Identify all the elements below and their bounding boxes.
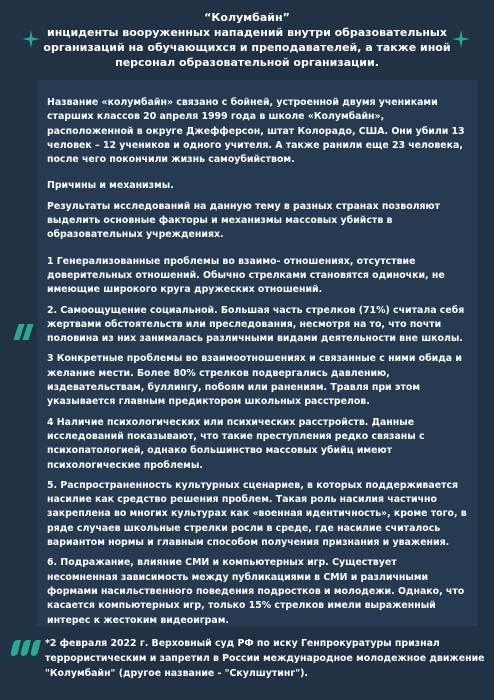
article-body (47, 96, 467, 628)
spacer (47, 167, 467, 179)
paragraph: 3 Конкретные проблемы во взаимоотношениях и связанные с ними обида и желание мести. Более 80% стрелков подвергались давлению, издевательствам, буллингу, побоям или ранениям. Травля при этом указывается главным предиктором школьных расстрелов. (47, 353, 462, 408)
title-line: персонал образовательной организации. (115, 56, 379, 69)
paragraph: 1 Генерализованные проблемы во взаимо- отношениях, отсутствие доверительных отношений. Обычно стрелками становятся одиночки, не имеющие широкого круга дружеских отношений. (47, 255, 445, 296)
title-line: “Колумбайн” (204, 11, 290, 24)
footnote: *2 февраля 2022 г. Верховный суд РФ по иску Генпрокуратуры признал террористическим и запретил в России международное молодежное движение "Колумбайн" (другое название - "Скулшутинг"). (45, 638, 485, 679)
paragraph: 4 Наличие психологических или психических расстройств. Данные исследований показывают, что такие преступления редко связаны с психопатологией, однако большинство массовых убийц имеют психологические проблемы. (47, 416, 425, 471)
paragraph: Название «колумбайн» связано с бойней, устроенной двумя учениками старших классов 20 апреля 1999 года в школе «Колумбайн», расположенной в округе Джефферсон, штат Колорадо, США. Они убили 13 человек – 12 учеников и одного учителя. А также ранили еще 23 человека, после чего покончили жизнь самоубийством. (47, 97, 465, 166)
paragraph: Результаты исследований на данную тему в разных странах позволяют выделить основные факторы и механизмы массовых убийств в образовательных учреждениях. (47, 200, 441, 241)
sparkle-icon (22, 30, 40, 48)
title-line: инциденты вооруженных нападений внутри образовательных (47, 26, 447, 39)
paragraph: 2. Самоощущение социальной. Большая часть стрелков (71%) считала себя жертвами обстоятельств или преследования, несмотря на то, что почти половина из них занималась различными видами деятельности вне школы. (47, 304, 465, 345)
paragraph: 5. Распространенность культурных сценариев, в которых поддерживается насилие как средство решения проблем. Такая роль насилия частично закреплена во многих культурах как «военная идентичность», кроме того, в ряде случаев школьные стрелки росли в среде, где насилие считалось вариантом нормы и главным способом получения признания и уважения. (47, 479, 467, 549)
spacer (47, 243, 467, 255)
sparkle-icon (452, 30, 470, 48)
title-line: организаций на обучающихся и преподавателей, а также иной (43, 41, 451, 54)
page-title (40, 10, 454, 70)
paragraph: 6. Подражание, влияние СМИ и компьютерных игр. Существует несомненная зависимость между публикациями в СМИ и различными формами насильственного поведения подростков и молодежи. Однако, что касается компьютерных игр, только 15% стрелков имели выраженный интерес к жестоким видеоиграм. (47, 557, 465, 626)
paragraph: Причины и механизмы. (47, 180, 174, 192)
quote-icon (12, 640, 39, 656)
decorative-bars-icon (16, 324, 31, 340)
